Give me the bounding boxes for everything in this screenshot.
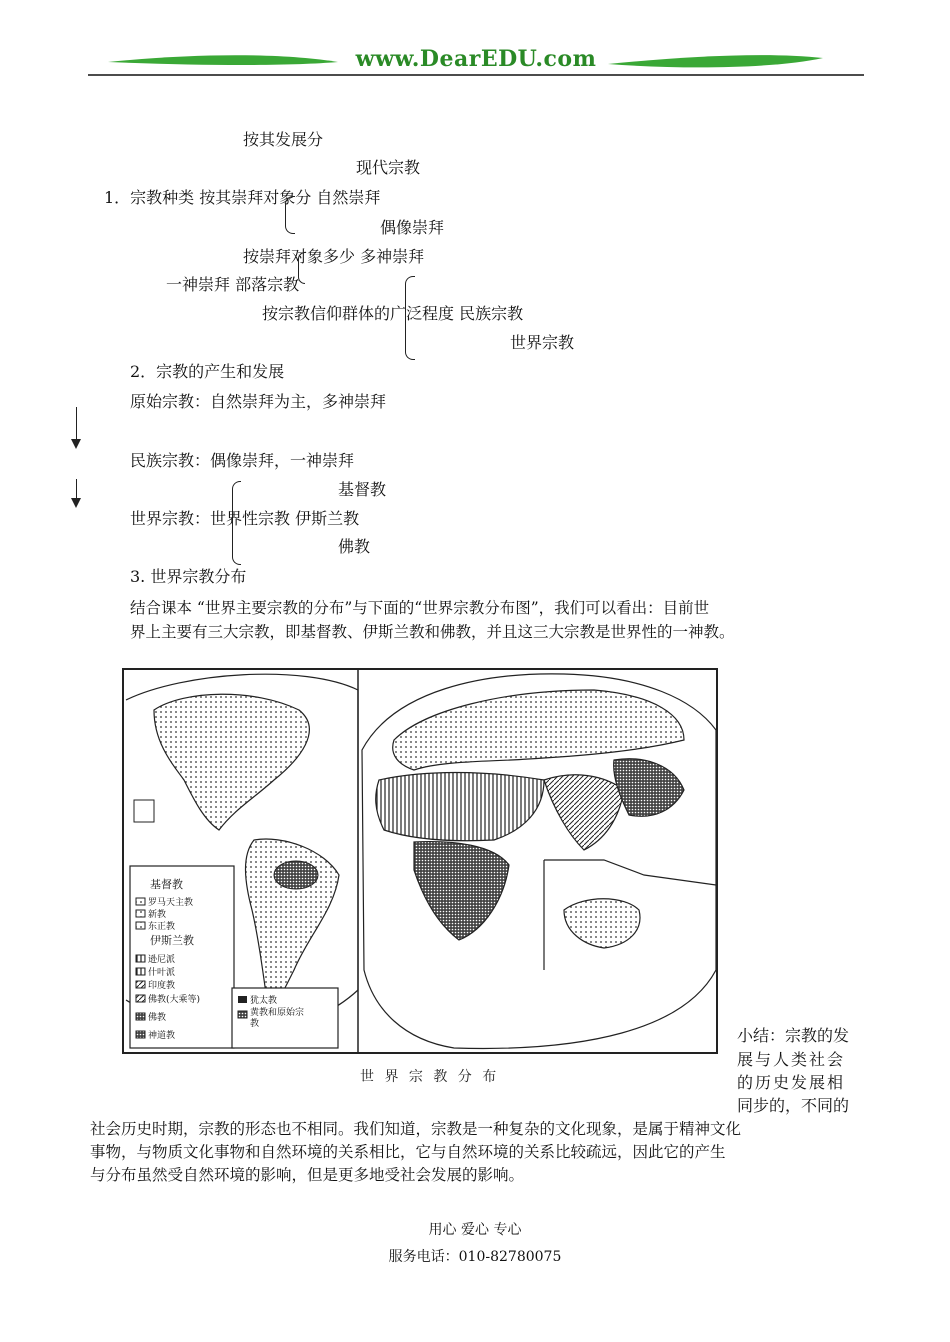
- world-religion-map: [122, 668, 718, 1054]
- arrow-down-2: [76, 479, 77, 499]
- brace-worship-object: [285, 196, 295, 234]
- section3-line2: 界上主要有三大宗教，即基督教、伊斯兰教和佛教，并且这三大宗教是世界性的一神教。: [130, 623, 735, 641]
- legend-buddhism: 佛教: [148, 1013, 167, 1023]
- section3-title: 3. 世界宗教分布: [130, 567, 247, 586]
- legend-islam-header: 伊斯兰教: [150, 934, 194, 947]
- legend-hinduism: 印度教: [148, 981, 176, 991]
- outline-by-count: 按崇拜对象多少 多神崇拜: [243, 247, 425, 266]
- summary-side-1: 小结：宗教的发: [737, 1026, 850, 1045]
- summary-line3: 与分布虽然受自然环境的影响，但是更多地受社会发展的影响。: [90, 1166, 525, 1184]
- map-drawing: [124, 670, 716, 1052]
- section3-line1: 结合课本 “世界主要宗教的分布”与下面的“世界宗教分布图”，我们可以看出：目前世: [130, 599, 710, 617]
- south-asia-shape: [544, 775, 624, 850]
- site-logo[interactable]: www.DearEDU.com: [355, 46, 597, 72]
- legend-mahayana: 佛教(大乘等): [148, 995, 201, 1005]
- north-america-shape: [154, 694, 309, 830]
- outline-by-development: 按其发展分: [243, 130, 324, 149]
- islamic-region-shape: [376, 773, 544, 841]
- arrow-down-1: [76, 407, 77, 440]
- summary-side-4: 同步的，不同的: [737, 1096, 850, 1115]
- section2-world: 世界宗教：世界性宗教 伊斯兰教: [130, 509, 360, 528]
- outline-idol: 偶像崇拜: [380, 218, 445, 237]
- legend-judaism: 犹太教: [250, 996, 278, 1006]
- outline-mono-tribal: 一神崇拜 部落宗教: [166, 275, 300, 294]
- section2-ethnic: 民族宗教：偶像崇拜，一神崇拜: [130, 451, 355, 470]
- legend-christianity-header: 基督教: [150, 878, 183, 891]
- east-asia-shape: [614, 759, 684, 817]
- section2-christianity: 基督教: [338, 480, 387, 499]
- summary-line1: 社会历史时期，宗教的形态也不相同。我们知道，宗教是一种复杂的文化现象，是属于精神文化: [90, 1120, 742, 1138]
- africa-south-shape: [414, 842, 509, 940]
- summary-side-3: 的历史发展相: [737, 1073, 846, 1092]
- summary-line2: 事物，与物质文化事物和自然环境的关系相比，它与自然环境的关系比较疏远，因此它的产生: [90, 1143, 726, 1161]
- legend-sunni: 逊尼派: [148, 955, 176, 965]
- section2-title: 2．宗教的产生和发展: [130, 362, 285, 381]
- legend-shia: 什叶派: [148, 968, 176, 978]
- summary-side-2: 展与人类社会: [737, 1050, 846, 1069]
- footer-motto: 用心 爱心 专心: [428, 1222, 522, 1238]
- legend-shinto: 神道教: [148, 1031, 176, 1041]
- legend-traditional: 黄教和原始宗教: [250, 1008, 305, 1029]
- legend-orthodox: 东正教: [148, 922, 176, 932]
- section2-buddhism: 佛教: [338, 537, 371, 556]
- outline-item1: 1．宗教种类 按其崇拜对象分 自然崇拜: [104, 188, 381, 207]
- outline-by-group: 按宗教信仰群体的广泛程度 民族宗教: [262, 304, 524, 323]
- eurasia-north-shape: [393, 690, 684, 770]
- map-caption: 世 界 宗 教 分 布: [360, 1069, 500, 1085]
- footer-phone: 服务电话：010-82780075: [388, 1249, 562, 1265]
- legend-protestant: 新教: [148, 910, 167, 920]
- outline-world-religion: 世界宗教: [510, 333, 575, 352]
- section2-primitive: 原始宗教：自然崇拜为主，多神崇拜: [130, 392, 387, 411]
- legend-roman-catholic: 罗马天主教: [148, 898, 194, 908]
- australia-shape: [564, 899, 640, 948]
- outline-modern: 现代宗教: [356, 158, 421, 177]
- header-banner: [88, 48, 864, 78]
